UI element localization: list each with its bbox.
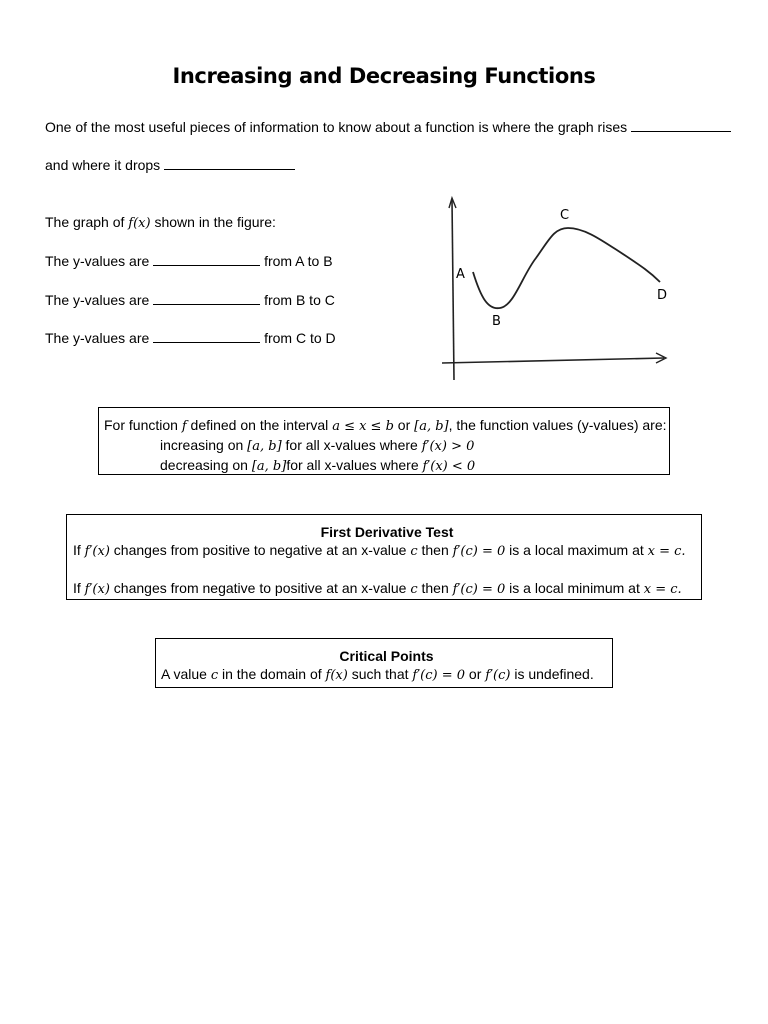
dec-condition: f′(x) < 0 — [422, 459, 476, 474]
def-interval: [a, b] — [414, 419, 449, 434]
def-f: f — [181, 419, 187, 434]
critical-points-box — [155, 638, 613, 688]
graph-lead — [45, 214, 276, 231]
rule-text: is a local minimum at — [505, 580, 644, 596]
local-max-rule — [73, 541, 701, 561]
definition-box — [98, 407, 670, 475]
intro-line-2 — [45, 157, 295, 173]
y-axis — [452, 200, 454, 380]
rule-text: then — [417, 580, 453, 596]
critical-points-definition — [161, 665, 612, 685]
cp-text: such that — [347, 666, 413, 682]
rule-text: is a local maximum at — [505, 542, 648, 558]
dec-text: decreasing on — [160, 457, 252, 473]
inc-interval: [a, b] — [247, 439, 282, 454]
cp-text: A value — [161, 666, 211, 682]
blank-b-to-c — [153, 292, 260, 305]
rule-fpx: f′(x) — [84, 582, 110, 597]
rule-fpc: f′(c) = 0 — [452, 582, 506, 597]
inc-text: increasing on — [160, 437, 248, 453]
rule-text: changes from positive to negative at an x-value — [109, 542, 411, 558]
rule-xc: x = c. — [643, 582, 682, 597]
y-values-range: from C to D — [264, 330, 336, 346]
graph-lead-text: The graph of — [45, 214, 129, 230]
y-values-row — [45, 330, 336, 346]
dec-interval: [a, b] — [251, 459, 287, 474]
page-title: Increasing and Decreasing Functions — [172, 64, 596, 88]
def-text: defined on the interval — [186, 417, 333, 433]
def-text: For function — [104, 417, 182, 433]
y-values-prefix: The y-values are — [45, 253, 150, 269]
cp-text: is undefined. — [510, 666, 594, 682]
cp-text: or — [465, 666, 486, 682]
intro-text-1: One of the most useful pieces of information to know about a function is where the graph rises — [45, 119, 628, 135]
rule-c: c — [410, 544, 418, 559]
first-derivative-test-box — [66, 514, 702, 600]
inc-text: for all x-values where — [281, 437, 422, 453]
rule-xc: x = c. — [647, 544, 686, 559]
rule-fpc: f′(c) = 0 — [452, 544, 506, 559]
intro-line-1 — [45, 119, 731, 135]
blank-rises — [631, 119, 731, 132]
rule-text: changes from negative to positive at an x-value — [109, 580, 411, 596]
rule-c: c — [410, 582, 418, 597]
function-graph — [436, 186, 680, 386]
y-values-row — [45, 292, 335, 308]
cp-fpc0: f′(c) = 0 — [412, 668, 466, 683]
decreasing-line — [104, 456, 669, 476]
cp-c: c — [210, 668, 219, 683]
def-inequality: a ≤ x ≤ b — [332, 419, 394, 434]
x-axis — [442, 358, 664, 363]
rule-text: If — [73, 542, 85, 558]
function-curve — [473, 228, 660, 308]
definition-line — [104, 416, 669, 436]
rule-fpx: f′(x) — [84, 544, 110, 559]
point-label-b: B — [492, 314, 501, 329]
cp-text: in the domain of — [218, 666, 326, 682]
y-values-row — [45, 253, 333, 269]
graph-lead-fx: f(x) — [128, 216, 151, 231]
def-text: or — [393, 417, 415, 433]
increasing-line — [104, 436, 669, 456]
y-values-prefix: The y-values are — [45, 330, 150, 346]
y-values-prefix: The y-values are — [45, 292, 150, 308]
first-derivative-test-heading: First Derivative Test — [320, 524, 454, 540]
point-label-d: D — [657, 288, 668, 303]
graph-lead-text-2: shown in the figure: — [150, 214, 276, 230]
local-min-rule — [73, 579, 701, 599]
blank-drops — [164, 157, 295, 170]
cp-fx: f(x) — [325, 668, 348, 683]
dec-text: for all x-values where — [286, 457, 423, 473]
cp-fpc: f′(c) — [485, 668, 511, 683]
blank-a-to-b — [153, 253, 260, 266]
rule-text: If — [73, 580, 85, 596]
blank-c-to-d — [153, 330, 260, 343]
y-values-range: from A to B — [264, 253, 333, 269]
y-values-range: from B to C — [264, 292, 335, 308]
critical-points-heading: Critical Points — [339, 648, 434, 664]
rule-text: then — [417, 542, 453, 558]
inc-condition: f′(x) > 0 — [421, 439, 475, 454]
point-label-c: C — [560, 208, 570, 223]
point-label-a: A — [456, 267, 465, 282]
intro-text-2: and where it drops — [45, 157, 161, 173]
def-text: , the function values (y-values) are: — [448, 417, 667, 433]
